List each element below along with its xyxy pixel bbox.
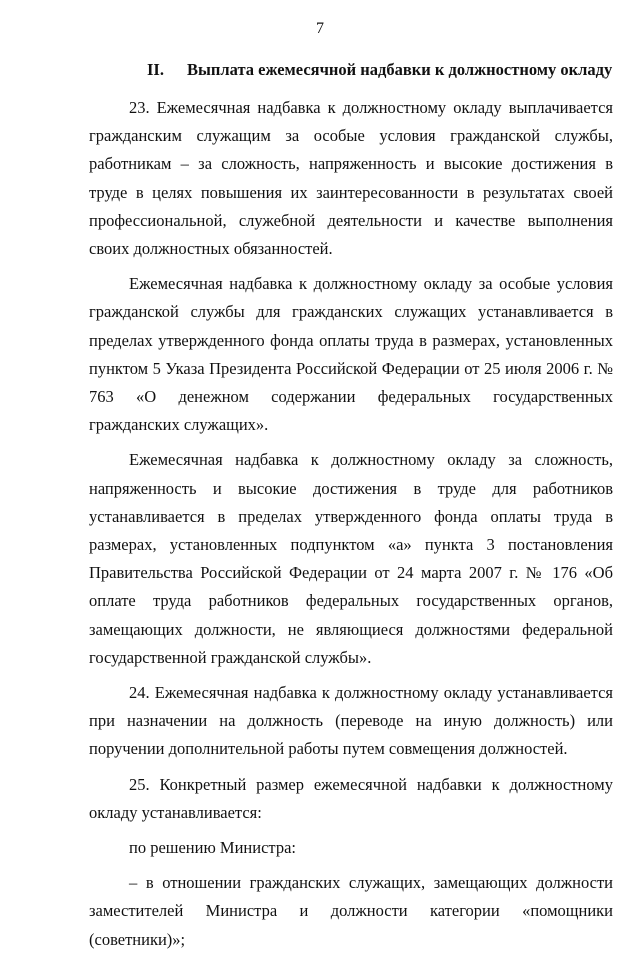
section-number: II. xyxy=(147,60,164,79)
section-title: Выплата ежемесячной надбавки к должностному окладу xyxy=(187,60,613,79)
paragraph-25: 25. Конкретный размер ежемесячной надбавки к должностному окладу устанавливается: xyxy=(89,774,613,822)
paragraph-23: 23. Ежемесячная надбавка к должностному окладу выплачивается гражданским служащим за особые условия гражданской службы, работникам – за сложность, напряженность и высокие достижения в труде в целях повышения их заинтересованности в результатах своей профессиональной, служебной деятельности и качестве выполнения своих должностных обязанностей. xyxy=(89,98,613,259)
paragraph-complexity: Ежемесячная надбавка к должностному окладу за сложность, напряженность и высокие достижения в труде для работников устанавливается в пределах утвержденного фонда оплаты труда в размерах, установленных подпунктом «а» пункта 3 постановления Правительства Российской Федерации от 24 марта 2007 г. № 176 «Об оплате труда работников федеральных государственных органов, замещающих должности, не являющиеся должностями федеральной государственной гражданской службы». xyxy=(89,450,613,667)
paragraph-24: 24. Ежемесячная надбавка к должностному окладу устанавливается при назначении на должность (переводе на иную должность) или поручении дополнительной работы путем совмещения должностей. xyxy=(89,683,613,759)
paragraph-minister-decision: по решению Министра: xyxy=(129,838,296,858)
section-heading xyxy=(147,60,612,80)
paragraph-deputies: – в отношении гражданских служащих, замещающих должности заместителей Министра и должности категории «помощники (советники)»; xyxy=(89,873,613,949)
paragraph-special-conditions: Ежемесячная надбавка к должностному окладу за особые условия гражданской службы для гражданских служащих устанавливается в пределах утвержденного фонда оплаты труда в размерах, установленных пунктом 5 Указа Президента Российской Федерации от 25 июля 2006 г. № 763 «О денежном содержании федеральных государственных гражданских служащих». xyxy=(89,274,613,435)
page-number: 7 xyxy=(316,20,324,37)
document-body xyxy=(89,94,613,961)
